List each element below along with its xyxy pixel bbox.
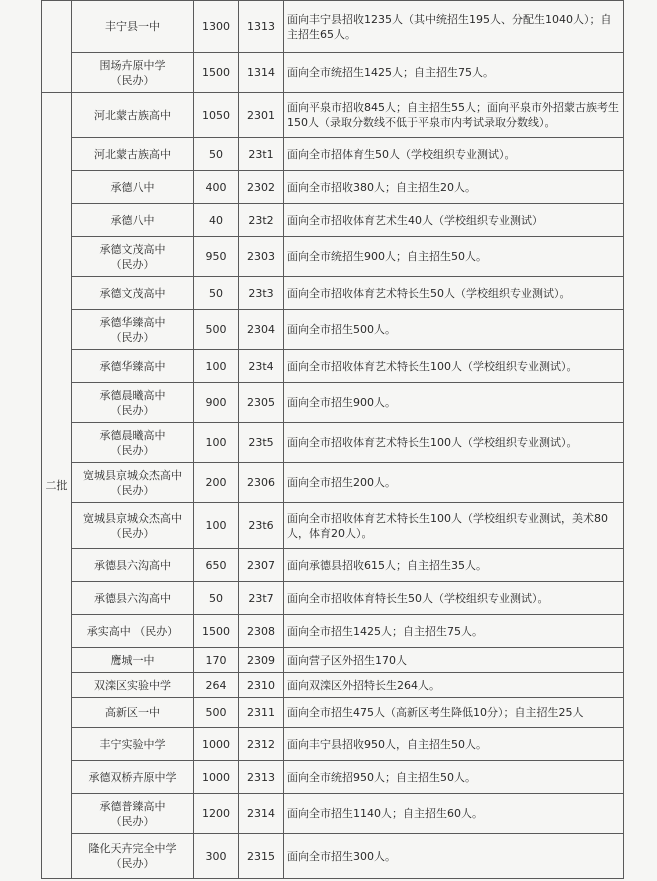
school-name-cell <box>72 728 194 761</box>
school-code: 2311 <box>239 698 284 728</box>
school-code: 2301 <box>239 93 284 138</box>
admission-description: 面向全市招体育生50人（学校组织专业测试）。 <box>284 138 624 171</box>
table-row <box>42 463 624 503</box>
admission-description: 面向全市招收体育艺术生40人（学校组织专业测试） <box>284 204 624 237</box>
school-code: 1314 <box>239 53 284 93</box>
school-code: 2302 <box>239 171 284 204</box>
school-type: （民办） <box>110 330 155 344</box>
school-type: （民办） <box>110 257 155 271</box>
school-code: 23t7 <box>239 582 284 615</box>
school-name: 河北蒙古族高中 <box>94 108 171 122</box>
school-code: 2306 <box>239 463 284 503</box>
plan-count: 264 <box>194 673 239 698</box>
school-code: 2305 <box>239 383 284 423</box>
school-name: 承德普臻高中 <box>99 799 166 813</box>
school-name: 承实高中 （民办） <box>86 624 179 638</box>
table-row <box>42 648 624 673</box>
table-row <box>42 615 624 648</box>
table-row <box>42 549 624 582</box>
school-code: 2312 <box>239 728 284 761</box>
plan-count: 50 <box>194 582 239 615</box>
school-name-cell <box>72 673 194 698</box>
admission-description: 面向全市统招生900人；自主招生50人。 <box>284 237 624 277</box>
admission-description: 面向全市招收380人；自主招生20人。 <box>284 171 624 204</box>
table-row <box>42 728 624 761</box>
school-name: 承德县六沟高中 <box>94 591 171 605</box>
admission-description: 面向全市招生1425人；自主招生75人。 <box>284 615 624 648</box>
school-name: 承德华臻高中 <box>99 315 166 329</box>
school-code: 2303 <box>239 237 284 277</box>
plan-count: 100 <box>194 503 239 549</box>
school-code: 23t5 <box>239 423 284 463</box>
plan-count: 170 <box>194 648 239 673</box>
admission-description: 面向营子区外招生170人 <box>284 648 624 673</box>
admission-description: 面向全市统招950人；自主招生50人。 <box>284 761 624 794</box>
school-code: 2307 <box>239 549 284 582</box>
school-name: 隆化天卉完全中学 <box>88 842 177 855</box>
school-type: （民办） <box>110 857 155 870</box>
plan-count: 500 <box>194 698 239 728</box>
school-code: 2315 <box>239 834 284 879</box>
school-name-cell <box>72 53 194 93</box>
admission-description: 面向全市招收体育艺术特长生100人（学校组织专业测试）。 <box>284 423 624 463</box>
plan-count: 1300 <box>194 1 239 53</box>
admission-description: 面向全市招生1140人；自主招生60人。 <box>284 794 624 834</box>
school-name: 河北蒙古族高中 <box>94 147 171 161</box>
school-code: 23t2 <box>239 204 284 237</box>
plan-count: 900 <box>194 383 239 423</box>
table-row <box>42 204 624 237</box>
admission-description: 面向全市招生200人。 <box>284 463 624 503</box>
admission-description: 面向丰宁县招收950人，自主招生50人。 <box>284 728 624 761</box>
table-row <box>42 794 624 834</box>
school-name-cell <box>72 350 194 383</box>
plan-count: 1500 <box>194 53 239 93</box>
plan-count: 650 <box>194 549 239 582</box>
school-code: 23t6 <box>239 503 284 549</box>
admission-description: 面向承德县招收615人；自主招生35人。 <box>284 549 624 582</box>
table-row <box>42 1 624 53</box>
plan-count: 300 <box>194 834 239 879</box>
plan-count: 200 <box>194 463 239 503</box>
table-row <box>42 53 624 93</box>
table-row <box>42 277 624 310</box>
school-name: 承德晨曦高中 <box>99 388 166 402</box>
table-row <box>42 93 624 138</box>
admission-description: 面向全市招生500人。 <box>284 310 624 350</box>
school-name-cell <box>72 794 194 834</box>
school-name-cell <box>72 310 194 350</box>
admission-description: 面向全市招收体育艺术特长生50人（学校组织专业测试）。 <box>284 277 624 310</box>
school-name-cell <box>72 615 194 648</box>
admission-description: 面向平泉市招收845人；自主招生55人；面向平泉市外招蒙古族考生150人（录取分数线不低于平泉市内考试录取分数线）。 <box>284 93 624 138</box>
school-name: 围场卉原中学 <box>99 58 166 72</box>
batch-cell-empty <box>42 1 72 93</box>
admission-description: 面向全市招收体育特长生50人（学校组织专业测试）。 <box>284 582 624 615</box>
table-row <box>42 171 624 204</box>
school-type: （民办） <box>110 526 155 540</box>
school-name-cell <box>72 549 194 582</box>
table-row <box>42 350 624 383</box>
plan-count: 1050 <box>194 93 239 138</box>
plan-count: 40 <box>194 204 239 237</box>
school-code: 23t1 <box>239 138 284 171</box>
plan-count: 400 <box>194 171 239 204</box>
school-name: 承德八中 <box>110 180 155 194</box>
school-name-cell <box>72 277 194 310</box>
school-name-cell <box>72 648 194 673</box>
admissions-table <box>41 0 624 879</box>
school-code: 23t4 <box>239 350 284 383</box>
school-name: 丰宁县一中 <box>105 20 160 33</box>
school-name: 鹰城一中 <box>110 653 155 667</box>
school-name-cell <box>72 834 194 879</box>
school-name: 宽城县京城众杰高中 <box>83 468 182 482</box>
school-type: （民办） <box>110 443 155 457</box>
plan-count: 1200 <box>194 794 239 834</box>
school-code: 2313 <box>239 761 284 794</box>
plan-count: 1000 <box>194 761 239 794</box>
school-name: 丰宁实验中学 <box>99 737 166 751</box>
school-code: 23t3 <box>239 277 284 310</box>
school-type: （民办） <box>110 483 155 497</box>
school-name: 宽城县京城众杰高中 <box>83 511 182 525</box>
table-row <box>42 383 624 423</box>
school-name-cell <box>72 423 194 463</box>
school-code: 2310 <box>239 673 284 698</box>
school-name: 承德文茂高中 <box>99 286 166 300</box>
admissions-table-body <box>42 1 624 879</box>
admission-description: 面向双滦区外招特长生264人。 <box>284 673 624 698</box>
table-row <box>42 138 624 171</box>
school-name-cell <box>72 463 194 503</box>
school-name-cell <box>72 204 194 237</box>
school-name-cell <box>72 237 194 277</box>
batch-label: 二批 <box>42 93 72 879</box>
school-name: 承德华臻高中 <box>99 359 166 373</box>
school-name-cell <box>72 93 194 138</box>
school-name-cell <box>72 171 194 204</box>
admission-description: 面向全市招收体育艺术特长生100人（学校组织专业测试，美术80人，体育20人）。 <box>284 503 624 549</box>
admission-description: 面向全市招生475人（高新区考生降低10分）；自主招生25人 <box>284 698 624 728</box>
admission-description: 面向全市统招生1425人；自主招生75人。 <box>284 53 624 93</box>
plan-count: 1500 <box>194 615 239 648</box>
school-name-cell <box>72 383 194 423</box>
school-name-cell <box>72 582 194 615</box>
table-row <box>42 761 624 794</box>
table-row <box>42 423 624 463</box>
school-type: （民办） <box>110 73 155 87</box>
school-name-cell <box>72 1 194 53</box>
school-code: 2308 <box>239 615 284 648</box>
admission-description: 面向丰宁县招收1235人（其中统招生195人、分配生1040人）；自主招生65人。 <box>284 1 624 53</box>
plan-count: 100 <box>194 350 239 383</box>
school-name: 承德八中 <box>110 213 155 227</box>
table-row <box>42 582 624 615</box>
school-type: （民办） <box>110 814 155 828</box>
admission-description: 面向全市招收体育艺术特长生100人（学校组织专业测试）。 <box>284 350 624 383</box>
school-name: 承德双桥卉原中学 <box>88 770 177 784</box>
table-row <box>42 698 624 728</box>
table-row <box>42 237 624 277</box>
school-name: 双滦区实验中学 <box>94 678 171 692</box>
school-name: 高新区一中 <box>105 706 160 719</box>
school-type: （民办） <box>110 403 155 417</box>
plan-count: 950 <box>194 237 239 277</box>
school-code: 1313 <box>239 1 284 53</box>
school-code: 2304 <box>239 310 284 350</box>
plan-count: 50 <box>194 277 239 310</box>
plan-count: 50 <box>194 138 239 171</box>
school-name: 承德晨曦高中 <box>99 428 166 442</box>
table-row <box>42 503 624 549</box>
table-row <box>42 834 624 879</box>
school-name-cell <box>72 761 194 794</box>
table-row <box>42 310 624 350</box>
plan-count: 1000 <box>194 728 239 761</box>
school-name-cell <box>72 138 194 171</box>
school-code: 2314 <box>239 794 284 834</box>
school-name: 承德县六沟高中 <box>94 558 171 572</box>
school-name-cell <box>72 503 194 549</box>
admission-description: 面向全市招生300人。 <box>284 834 624 879</box>
school-name: 承德文茂高中 <box>99 242 166 256</box>
admission-description: 面向全市招生900人。 <box>284 383 624 423</box>
plan-count: 500 <box>194 310 239 350</box>
plan-count: 100 <box>194 423 239 463</box>
school-name-cell <box>72 698 194 728</box>
school-code: 2309 <box>239 648 284 673</box>
table-row <box>42 673 624 698</box>
